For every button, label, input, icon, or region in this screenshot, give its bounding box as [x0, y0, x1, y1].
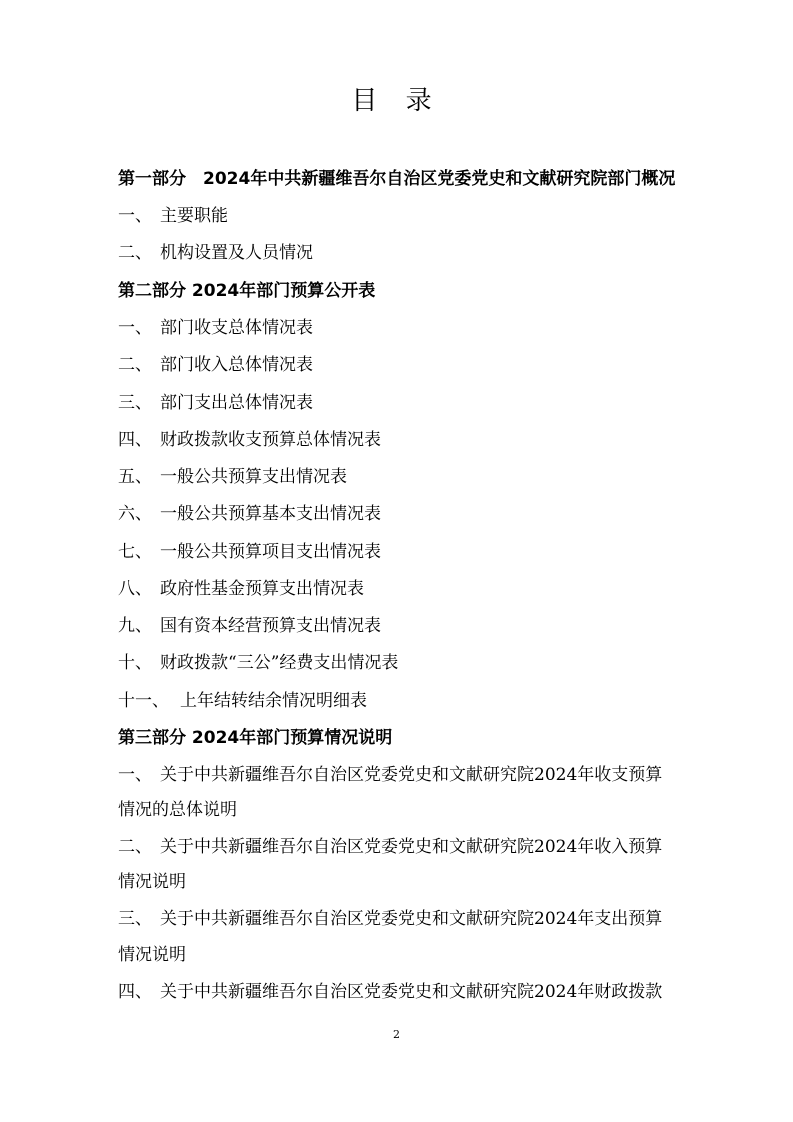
toc-item [118, 242, 313, 264]
toc-item-number: 三、 [118, 909, 152, 929]
toc-item [118, 317, 313, 339]
toc-item-number: 二、 [118, 243, 152, 263]
toc-item-label: 一般公共预算基本支出情况表 [160, 504, 381, 524]
toc-item-label: 关于中共新疆维吾尔自治区党委党史和文献研究院2024年财政拨款 [160, 982, 663, 1002]
toc-item-number: 二、 [118, 837, 152, 857]
toc-item-label: 一般公共预算项目支出情况表 [160, 542, 381, 562]
toc-item [118, 690, 367, 712]
toc-item [118, 503, 381, 525]
toc-item [118, 541, 381, 563]
toc-item-label: 关于中共新疆维吾尔自治区党委党史和文献研究院2024年收入预算 [160, 837, 663, 857]
part3-heading: 第三部分 2024年部门预算情况说明 [118, 728, 393, 748]
toc-item [118, 466, 347, 488]
toc-item-label: 部门支出总体情况表 [160, 393, 313, 413]
toc-item [118, 392, 313, 414]
toc-item-number: 九、 [118, 616, 152, 636]
toc-item [118, 981, 662, 1003]
toc-item-number: 二、 [118, 355, 152, 375]
toc-item [118, 652, 398, 674]
toc-item [118, 429, 381, 451]
toc-item [118, 205, 228, 227]
toc-item-number: 八、 [118, 579, 152, 599]
toc-item-label: 关于中共新疆维吾尔自治区党委党史和文献研究院2024年支出预算 [160, 909, 663, 929]
toc-item-number: 十一、 [118, 691, 169, 711]
toc-item-number: 六、 [118, 504, 152, 524]
toc-item-label: 机构设置及人员情况 [160, 243, 313, 263]
toc-item-label: 一般公共预算支出情况表 [160, 467, 347, 487]
toc-item-label: 财政拨款“三公”经费支出情况表 [160, 653, 399, 673]
toc-item [118, 578, 364, 600]
toc-item [118, 836, 662, 858]
toc-item-number: 一、 [118, 318, 152, 338]
page-number: 2 [393, 1028, 400, 1041]
toc-item-label: 政府性基金预算支出情况表 [160, 579, 364, 599]
toc-item-continuation: 情况说明 [118, 872, 186, 892]
toc-item-number: 五、 [118, 467, 152, 487]
toc-item-label: 上年结转结余情况明细表 [180, 691, 367, 711]
part1-heading: 第一部分 2024年中共新疆维吾尔自治区党委党史和文献研究院部门概况 [118, 169, 676, 189]
toc-item [118, 908, 662, 930]
toc-title: 目 录 [351, 86, 442, 116]
toc-item-number: 三、 [118, 393, 152, 413]
toc-item-label: 国有资本经营预算支出情况表 [160, 616, 381, 636]
toc-item-number: 一、 [118, 765, 152, 785]
toc-item-number: 一、 [118, 206, 152, 226]
toc-item-label: 关于中共新疆维吾尔自治区党委党史和文献研究院2024年收支预算 [160, 765, 663, 785]
toc-item-label: 部门收入总体情况表 [160, 355, 313, 375]
toc-item [118, 354, 313, 376]
toc-item-label: 主要职能 [160, 206, 228, 226]
toc-item-number: 四、 [118, 982, 152, 1002]
toc-item-label: 财政拨款收支预算总体情况表 [160, 430, 381, 450]
toc-item-number: 七、 [118, 542, 152, 562]
toc-item-number: 十、 [118, 653, 152, 673]
part2-heading: 第二部分 2024年部门预算公开表 [118, 281, 376, 301]
toc-item [118, 615, 381, 637]
toc-item [118, 764, 662, 786]
toc-item-number: 四、 [118, 430, 152, 450]
toc-item-label: 部门收支总体情况表 [160, 318, 313, 338]
toc-item-continuation: 情况说明 [118, 945, 186, 965]
toc-item-continuation: 情况的总体说明 [118, 800, 237, 820]
